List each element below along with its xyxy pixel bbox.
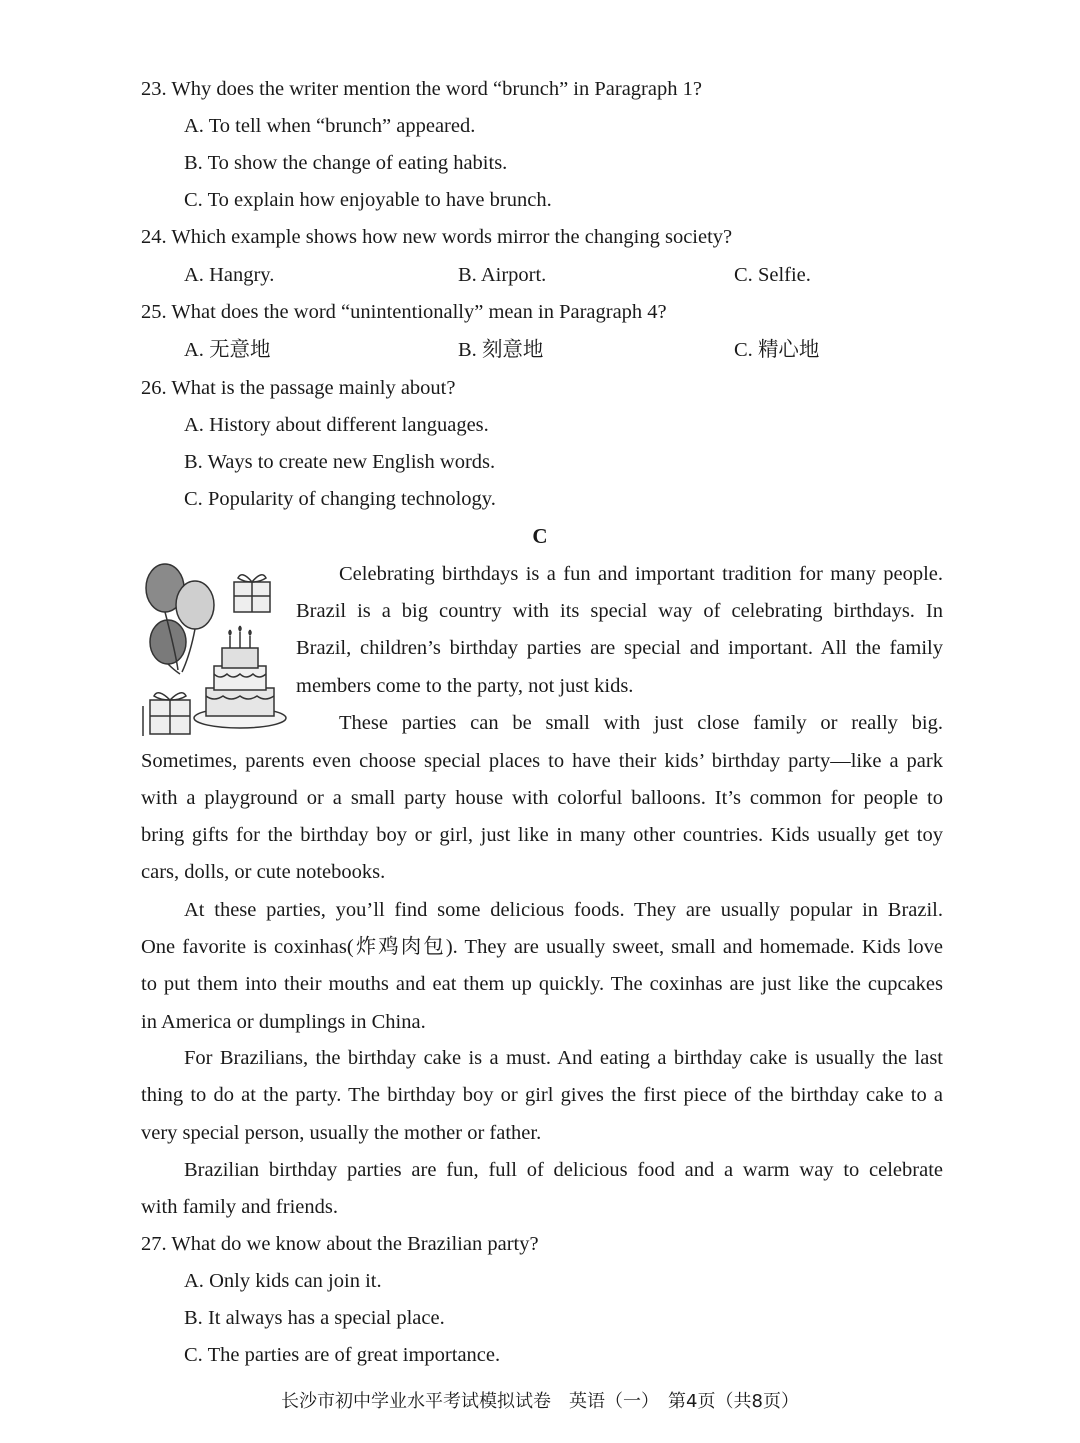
option-26-c: C. Popularity of changing technology. [184, 488, 496, 510]
passage-line: Sometimes, parents even choose special places to have their kids’ birthday party—like a park [141, 750, 943, 772]
question-number: 27. [141, 1233, 167, 1255]
passage-line: For Brazilians, the birthday cake is a must. And eating a birthday cake is usually the last [184, 1047, 943, 1069]
option-26-a: A. History about different languages. [184, 414, 489, 436]
passage-line: One favorite is coxinhas(炸鸡肉包). They are usually sweet, small and homemade. Kids love [141, 936, 943, 958]
question-text: Which example shows how new words mirror the changing society? [171, 226, 733, 248]
question-23 [141, 75, 702, 103]
option-25-c: C. 精心地 [734, 339, 820, 361]
option-25-b: B. 刻意地 [458, 339, 544, 361]
gift-icon [234, 575, 270, 612]
question-text: Why does the writer mention the word “brunch” in Paragraph 1? [171, 78, 702, 100]
passage-line: thing to do at the party. The birthday boy or girl gives the first piece of the birthday cake to a [141, 1084, 943, 1106]
passage-line: These parties can be small with just close family or really big. [339, 712, 943, 734]
question-25 [141, 298, 667, 326]
option-27-b: B. It always has a special place. [184, 1307, 445, 1329]
option-25-a: A. 无意地 [184, 339, 271, 361]
question-26 [141, 374, 455, 402]
option-24-a: A. Hangry. [184, 264, 275, 286]
birthday-illustration [140, 560, 295, 740]
option-27-a: A. Only kids can join it. [184, 1270, 382, 1292]
option-23-c: C. To explain how enjoyable to have brunch. [184, 189, 552, 211]
passage-line: cars, dolls, or cute notebooks. [141, 861, 386, 883]
option-26-b: B. Ways to create new English words. [184, 451, 496, 473]
page-footer: 长沙市初中学业水平考试模拟试卷 英语（一） 第4页（共8页） [281, 1391, 799, 1412]
question-text: What do we know about the Brazilian party? [171, 1233, 539, 1255]
passage-line: Celebrating birthdays is a fun and important tradition for many people. [339, 563, 943, 585]
option-23-a: A. To tell when “brunch” appeared. [184, 115, 476, 137]
option-23-b: B. To show the change of eating habits. [184, 152, 508, 174]
question-number: 26. [141, 377, 167, 399]
passage-line: with a playground or a small party house with colorful balloons. It’s common for people to [141, 787, 943, 809]
gift-icon [143, 693, 190, 736]
passage-line: Brazil is a big country with its special way of celebrating birthdays. In [296, 600, 943, 622]
passage-line: to put them into their mouths and eat them up quickly. The coxinhas are just like the cupcakes [141, 973, 943, 995]
passage-line: with family and friends. [141, 1196, 338, 1218]
passage-line: At these parties, you’ll find some delicious foods. They are usually popular in Brazil. [184, 899, 943, 921]
passage-line: Brazil, children’s birthday parties are special and important. All the family [296, 637, 943, 659]
cake-icon [194, 626, 286, 728]
option-24-c: C. Selfie. [734, 264, 811, 286]
question-text: What does the word “unintentionally” mean in Paragraph 4? [171, 301, 667, 323]
option-27-c: C. The parties are of great importance. [184, 1344, 501, 1366]
question-27 [141, 1230, 539, 1258]
question-number: 25. [141, 301, 167, 323]
passage-line: in America or dumplings in China. [141, 1011, 426, 1033]
option-24-b: B. Airport. [458, 264, 547, 286]
question-24 [141, 223, 732, 251]
balloon-icon [146, 564, 214, 674]
question-number: 23. [141, 78, 167, 100]
passage-line: members come to the party, not just kids. [296, 675, 634, 697]
passage-line: very special person, usually the mother or father. [141, 1122, 542, 1144]
passage-line: bring gifts for the birthday boy or girl, just like in many other countries. Kids usually get toy [141, 824, 943, 846]
question-text: What is the passage mainly about? [171, 377, 456, 399]
passage-line: Brazilian birthday parties are fun, full of delicious food and a warm way to celebrate [184, 1159, 943, 1181]
question-number: 24. [141, 226, 167, 248]
section-title: C [532, 524, 548, 548]
